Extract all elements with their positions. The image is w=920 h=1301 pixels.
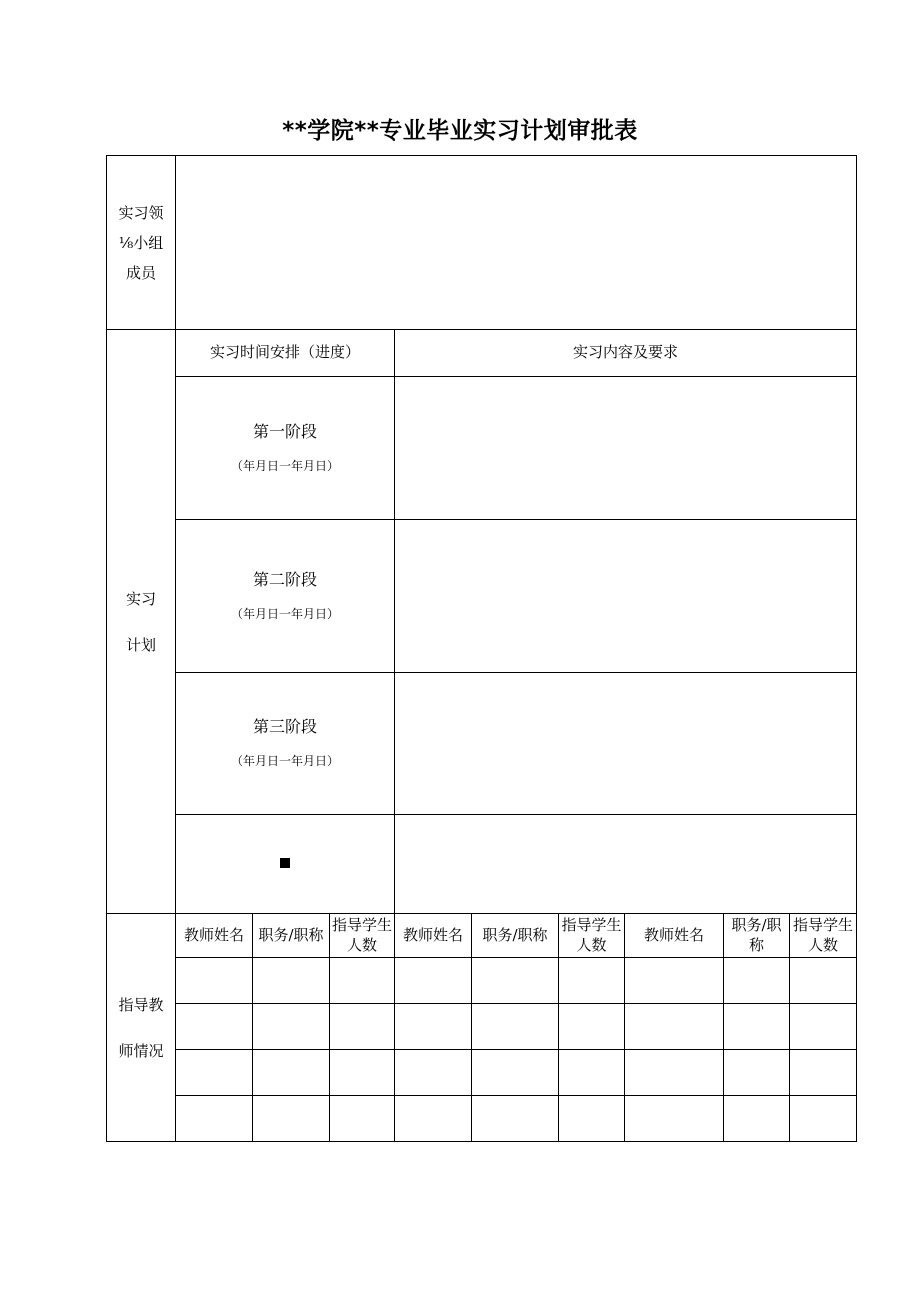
teacher-cell[interactable] xyxy=(395,958,472,1004)
stage-date-1: （年月日一年月日） xyxy=(230,458,339,473)
teacher-cell[interactable] xyxy=(176,1004,253,1050)
lead-row xyxy=(107,156,857,330)
teacher-header-title-1: 职务/职称 xyxy=(253,914,330,958)
teacher-header-name-2: 教师姓名 xyxy=(395,914,472,958)
teacher-cell[interactable] xyxy=(330,1096,395,1142)
teacher-cell[interactable] xyxy=(253,1050,330,1096)
teacher-cell[interactable] xyxy=(724,1050,790,1096)
square-bullet-icon xyxy=(280,858,290,868)
teacher-cell[interactable] xyxy=(472,1004,559,1050)
stage-row-1 xyxy=(107,377,857,520)
lead-members-field[interactable] xyxy=(176,156,857,330)
stage-time-cell-3 xyxy=(176,673,395,815)
stage-time-cell-1 xyxy=(176,377,395,520)
teacher-cell[interactable] xyxy=(176,958,253,1004)
stage-content-field-4[interactable] xyxy=(395,815,857,914)
teacher-row xyxy=(107,1004,857,1050)
plan-label-line2: 计划 xyxy=(125,635,156,654)
stage-time-cell-2 xyxy=(176,520,395,673)
stage-row-2 xyxy=(107,520,857,673)
teacher-header-count-1: 指导学生人数 xyxy=(330,914,395,958)
teacher-header-title-3: 职务/职称 xyxy=(724,914,790,958)
teacher-cell[interactable] xyxy=(559,1050,625,1096)
stage-date-3: （年月日一年月日） xyxy=(230,754,339,769)
stage-name-3: 第三阶段 xyxy=(252,717,317,737)
teacher-header-name-3: 教师姓名 xyxy=(625,914,724,958)
stage-content-field-3[interactable] xyxy=(395,673,857,815)
teacher-label-cell xyxy=(107,914,176,1142)
teacher-cell[interactable] xyxy=(625,1096,724,1142)
teacher-cell[interactable] xyxy=(253,1096,330,1142)
teacher-cell[interactable] xyxy=(790,1050,857,1096)
teacher-cell[interactable] xyxy=(176,1050,253,1096)
teacher-header-name-1: 教师姓名 xyxy=(176,914,253,958)
teacher-cell[interactable] xyxy=(472,958,559,1004)
teacher-label-line1: 指导教 xyxy=(118,995,164,1014)
teacher-row xyxy=(107,1096,857,1142)
teacher-cell[interactable] xyxy=(790,958,857,1004)
teacher-cell[interactable] xyxy=(724,958,790,1004)
stage-row-4 xyxy=(107,815,857,914)
teacher-cell[interactable] xyxy=(625,1050,724,1096)
stage-name-1: 第一阶段 xyxy=(252,421,317,441)
lead-label-line3: 成员 xyxy=(125,263,156,282)
teacher-cell[interactable] xyxy=(559,1096,625,1142)
teacher-header-row xyxy=(107,914,857,958)
stage-content-field-1[interactable] xyxy=(395,377,857,520)
teacher-cell[interactable] xyxy=(395,1004,472,1050)
teacher-cell[interactable] xyxy=(724,1004,790,1050)
teacher-cell[interactable] xyxy=(625,1004,724,1050)
teacher-cell[interactable] xyxy=(395,1050,472,1096)
teacher-cell[interactable] xyxy=(790,1004,857,1050)
teacher-header-title-2: 职务/职称 xyxy=(472,914,559,958)
stage-time-cell-4 xyxy=(176,815,395,914)
teacher-label-line2: 师情况 xyxy=(118,1041,164,1060)
stage-content-field-2[interactable] xyxy=(395,520,857,673)
teacher-cell[interactable] xyxy=(790,1096,857,1142)
teacher-cell[interactable] xyxy=(559,1004,625,1050)
plan-label-line1: 实习 xyxy=(125,589,156,608)
teacher-cell[interactable] xyxy=(330,1050,395,1096)
teacher-cell[interactable] xyxy=(559,958,625,1004)
lead-label-cell xyxy=(107,156,176,330)
stage-row-3 xyxy=(107,673,857,815)
teacher-cell[interactable] xyxy=(176,1096,253,1142)
teacher-row xyxy=(107,1050,857,1096)
lead-label-line2: ⅛小组 xyxy=(118,233,164,252)
teacher-header-count-3: 指导学生人数 xyxy=(790,914,857,958)
plan-label-cell xyxy=(107,330,176,914)
lead-label-line1: 实习领 xyxy=(118,203,164,222)
teacher-cell[interactable] xyxy=(330,1004,395,1050)
teacher-cell[interactable] xyxy=(724,1096,790,1142)
teacher-row xyxy=(107,958,857,1004)
plan-header-row xyxy=(107,330,857,377)
stage-name-2: 第二阶段 xyxy=(252,569,317,589)
approval-form-table xyxy=(106,155,857,1142)
teacher-cell[interactable] xyxy=(472,1050,559,1096)
teacher-cell[interactable] xyxy=(330,958,395,1004)
teacher-cell[interactable] xyxy=(625,958,724,1004)
stage-date-2: （年月日一年月日） xyxy=(230,606,339,621)
col-content-header: 实习内容及要求 xyxy=(395,330,857,377)
col-time-header: 实习时间安排（进度） xyxy=(176,330,395,377)
teacher-header-count-2: 指导学生人数 xyxy=(559,914,625,958)
page-title: **学院**专业毕业实习计划审批表 xyxy=(282,118,638,144)
teacher-cell[interactable] xyxy=(395,1096,472,1142)
teacher-cell[interactable] xyxy=(472,1096,559,1142)
teacher-cell[interactable] xyxy=(253,958,330,1004)
teacher-cell[interactable] xyxy=(253,1004,330,1050)
